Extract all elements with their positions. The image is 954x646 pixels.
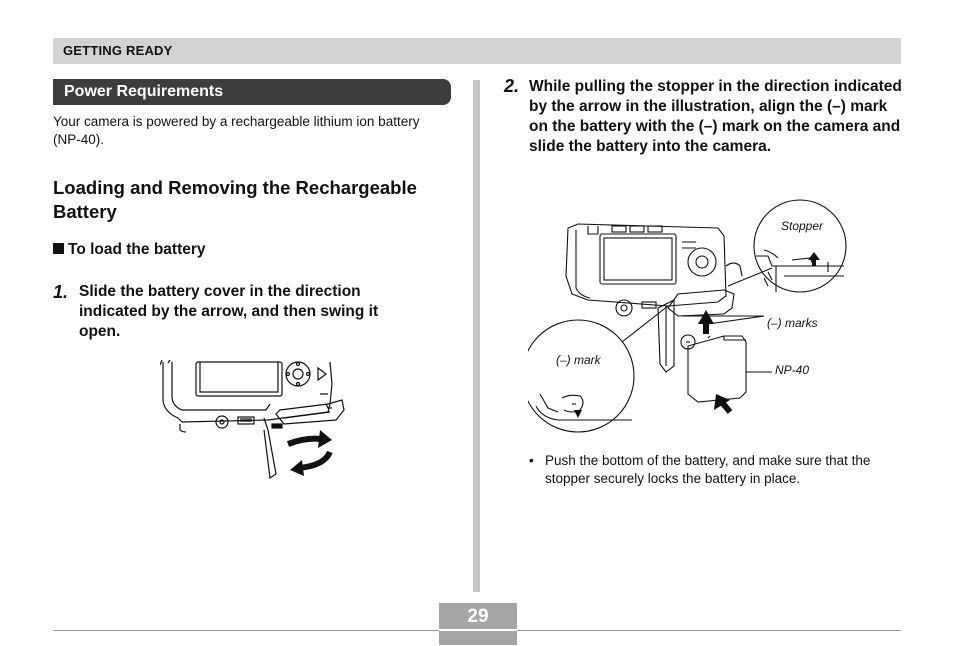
- bullet-text: Push the bottom of the battery, and make sure that the stopper securely locks the battery in place.: [545, 453, 871, 486]
- subheading: [53, 241, 206, 259]
- square-bullet-icon: [53, 243, 64, 254]
- stopper-label: Stopper: [781, 219, 824, 233]
- section-title: Power Requirements: [64, 83, 224, 100]
- step-1-text: Slide the battery cover in the direction indicated by the arrow, and then swing it open.: [79, 283, 379, 340]
- column-divider: [473, 80, 480, 592]
- step-1-number: 1.: [53, 282, 69, 302]
- battery-cover-illustration: [160, 360, 350, 482]
- main-heading: Loading and Removing the Rechargeable Battery: [53, 177, 417, 222]
- section-banner: [53, 79, 451, 105]
- minus-mark-label: (–) mark: [556, 353, 601, 367]
- bullet-dot-icon: •: [529, 453, 534, 468]
- battery-model-label: NP-40: [775, 363, 810, 377]
- chapter-title: GETTING READY: [63, 43, 173, 58]
- minus-marks-label: (–) marks: [767, 316, 818, 330]
- battery-insert-illustration: [528, 196, 868, 436]
- page-number-band: [439, 629, 517, 631]
- intro-paragraph: Your camera is powered by a rechargeable lithium ion battery (NP-40).: [53, 114, 420, 147]
- step-2-text: While pulling the stopper in the direction indicated by the arrow in the illustration, align the (–) mark on the battery with the (–) mark on the camera and slide the battery into the camera.: [529, 78, 902, 155]
- page-number: 29: [467, 606, 489, 627]
- header-bar: [53, 38, 901, 64]
- step-2-number: 2.: [504, 76, 520, 96]
- subheading-text: To load the battery: [68, 241, 206, 258]
